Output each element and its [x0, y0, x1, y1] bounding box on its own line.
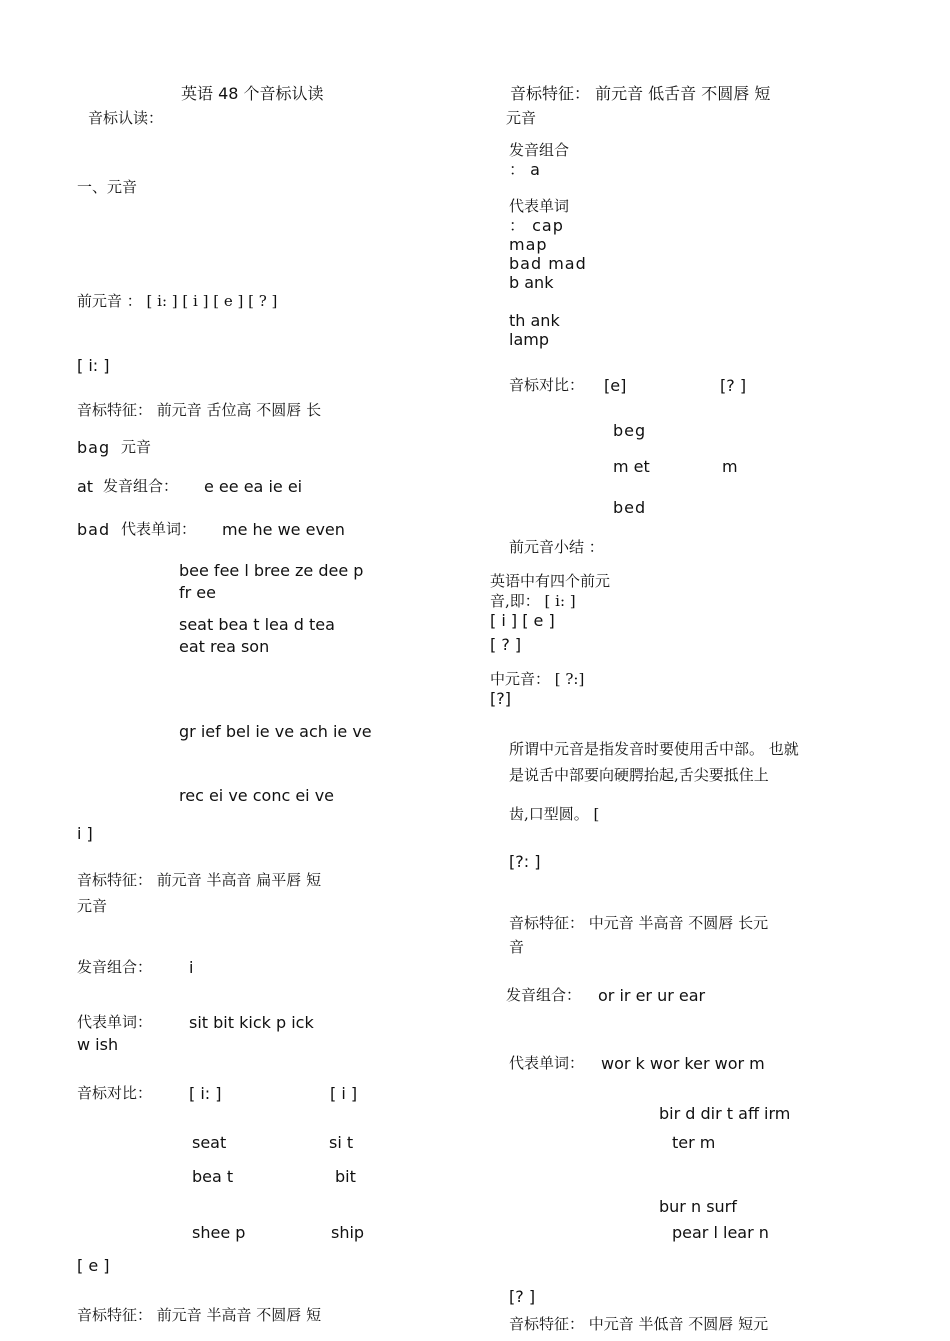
i-long-words-row2b: fr ee — [179, 583, 216, 602]
i-short-words-label: 代表单词： — [77, 1013, 153, 1031]
right-word: ： cap — [509, 216, 564, 235]
right-contrast-a: [e] — [604, 376, 627, 395]
er-combos: or ir er ur ear — [598, 986, 706, 1005]
bag-word: bag — [77, 438, 111, 457]
pair-right: si t — [329, 1133, 354, 1152]
right-word: lamp — [509, 330, 549, 349]
i-short-contrast-b: [ i ] — [330, 1084, 358, 1103]
schwa-label: [? ] — [509, 1287, 536, 1306]
i-short-combo: i — [189, 958, 194, 977]
at-word: at — [77, 477, 94, 496]
i-short-combo-label: 发音组合： — [77, 958, 153, 976]
i-short-words-b: w ish — [77, 1035, 119, 1054]
contrast-word: bed — [613, 498, 647, 517]
yuanyin-label: 元音 — [121, 438, 152, 456]
er-long-label: [?: ] — [509, 852, 541, 871]
right-header: 音标特征： 前元音 低舌音 不圆唇 短 — [510, 84, 771, 103]
right-combo: ： a — [509, 160, 540, 179]
i-long-combos: e ee ea ie ei — [204, 477, 303, 496]
i-short-contrast-a: [ i: ] — [189, 1084, 222, 1103]
pair-right: bit — [335, 1167, 356, 1186]
i-long-words-row3b: eat rea son — [179, 637, 270, 656]
bad-word: bad — [77, 520, 111, 539]
central-desc-c: 齿,口型圆。 [ — [509, 805, 600, 823]
i-short-contrast-label: 音标对比： — [77, 1084, 153, 1102]
right-contrast-b: [? ] — [720, 376, 747, 395]
pair-right: ship — [331, 1223, 365, 1242]
pair-left: shee p — [192, 1223, 246, 1242]
summary-c: [ i ] [ e ] — [490, 611, 555, 630]
er-words-d: bur n surf — [659, 1197, 737, 1216]
front-vowels-line: 前元音 ： [ i: ] [ i ] [ e ] [ ? ] — [77, 292, 278, 310]
i-long-words-row4: gr ief bel ie ve ach ie ve — [179, 722, 372, 741]
i-short-features-b: 元音 — [77, 897, 108, 915]
section-vowels: 一、元音 — [77, 178, 138, 196]
er-words-c: ter m — [672, 1133, 716, 1152]
i-short-features: 音标特征： 前元音 半高音 扁平唇 短 — [77, 871, 322, 889]
e-features: 音标特征： 前元音 半高音 不圆唇 短 — [77, 1306, 322, 1324]
central-line-a: 中元音： [ ?:] — [490, 670, 585, 688]
right-word: map — [509, 235, 548, 254]
summary-b: 音,即： [ i: ] — [490, 592, 576, 610]
contrast-word: m — [722, 457, 738, 476]
summary-label: 前元音小结 ： — [509, 538, 604, 556]
i-long-features: 音标特征： 前元音 舌位高 不圆唇 长 — [77, 401, 322, 419]
page-title: 英语 48 个音标认读 — [181, 84, 324, 103]
pair-left: seat — [192, 1133, 227, 1152]
right-header-b: 元音 — [506, 109, 537, 127]
contrast-word: beg — [613, 421, 647, 440]
right-contrast-label: 音标对比： — [509, 376, 585, 394]
e-label: [ e ] — [77, 1256, 110, 1275]
i-short-words-a: sit bit kick p ick — [189, 1013, 314, 1032]
i-long-words-row5: rec ei ve conc ei ve — [179, 786, 335, 805]
summary-a: 英语中有四个前元 — [490, 572, 611, 590]
intro-label: 音标认读： — [88, 109, 164, 127]
right-word: bad mad — [509, 254, 587, 273]
right-words-label: 代表单词 — [509, 197, 570, 215]
i-long-words-row3a: seat bea t lea d tea — [179, 615, 335, 634]
schwa-features: 音标特征： 中元音 半低音 不圆唇 短元 — [509, 1315, 769, 1333]
contrast-word: m et — [613, 457, 650, 476]
pair-left: bea t — [192, 1167, 234, 1186]
er-words-a: wor k wor ker wor m — [601, 1054, 765, 1073]
right-word: b ank — [509, 273, 554, 292]
i-long-words-row1: me he we even — [222, 520, 345, 539]
i-long-words-row2a: bee fee l bree ze dee p — [179, 561, 364, 580]
i-long-combo-label: 发音组合： — [103, 477, 179, 495]
summary-d: [ ? ] — [490, 635, 522, 654]
right-combo-label: 发音组合 — [509, 141, 570, 159]
er-words-b: bir d dir t aff irm — [659, 1104, 791, 1123]
central-line-b: [?] — [490, 689, 511, 708]
right-word: th ank — [509, 311, 560, 330]
er-features-b: 音 — [509, 938, 525, 956]
er-features-a: 音标特征： 中元音 半高音 不圆唇 长元 — [509, 914, 769, 932]
central-desc-a: 所谓中元音是指发音时要使用舌中部。 也就 — [509, 740, 799, 758]
er-words-e: pear l lear n — [672, 1223, 769, 1242]
i-long-label: [ i: ] — [77, 356, 110, 375]
i-long-words-label: 代表单词： — [121, 520, 197, 538]
i-short-label: i ] — [77, 824, 93, 843]
er-combo-label: 发音组合： — [506, 986, 582, 1004]
er-words-label: 代表单词： — [509, 1054, 585, 1072]
central-desc-b: 是说舌中部要向硬腭抬起,舌尖要抵住上 — [509, 766, 769, 784]
